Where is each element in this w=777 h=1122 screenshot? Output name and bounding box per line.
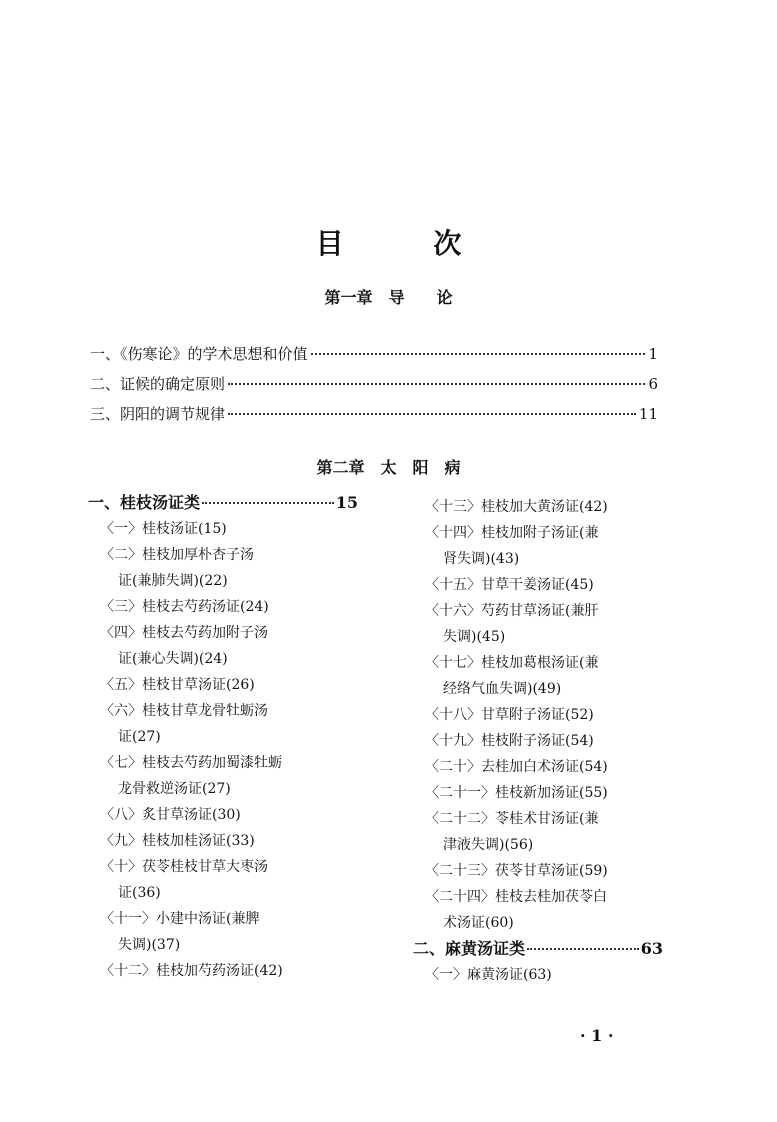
leader-dots xyxy=(311,353,646,355)
toc-entry-label: 术汤证(60) xyxy=(443,915,514,931)
toc-entry-label: 〈五〉桂枝甘草汤证(26) xyxy=(100,677,255,693)
toc-subentry[interactable] xyxy=(413,832,663,858)
toc-subentry[interactable] xyxy=(88,802,358,828)
toc-entry[interactable] xyxy=(90,373,658,394)
toc-entry-page: 1 xyxy=(648,345,658,363)
toc-right-column xyxy=(413,494,663,988)
toc-entry-label: 〈九〉桂枝加桂汤证(33) xyxy=(100,833,255,849)
toc-subentry[interactable] xyxy=(88,698,358,724)
toc-entry-label: 〈十六〉芍药甘草汤证(兼肝 xyxy=(425,603,599,619)
toc-entry-label: 龙骨救逆汤证(27) xyxy=(118,781,231,797)
toc-subentry[interactable] xyxy=(88,620,358,646)
toc-subentry[interactable] xyxy=(413,650,663,676)
toc-subentry[interactable] xyxy=(413,676,663,702)
toc-subentry[interactable] xyxy=(413,728,663,754)
toc-subentry[interactable] xyxy=(88,646,358,672)
toc-subentry[interactable] xyxy=(88,958,358,984)
toc-entry-label: 〈七〉桂枝去芍药加蜀漆牡蛎 xyxy=(100,755,282,771)
chapter-1-heading: 第一章 导 论 xyxy=(324,288,453,307)
toc-subentry[interactable] xyxy=(413,780,663,806)
toc-entry-label: 三、阴阳的调节规律 xyxy=(90,405,226,423)
toc-subentry[interactable] xyxy=(413,962,663,988)
toc-subentry[interactable] xyxy=(88,854,358,880)
toc-subentry[interactable] xyxy=(413,702,663,728)
toc-entry-label: 〈二十一〉桂枝新加汤证(55) xyxy=(425,785,608,801)
toc-entry-page: 63 xyxy=(640,939,663,958)
toc-entry-label: 失调)(45) xyxy=(443,629,506,645)
toc-entry-page: 11 xyxy=(638,405,658,423)
toc-entry-label: 〈三〉桂枝去芍药汤证(24) xyxy=(100,599,269,615)
leader-dots xyxy=(228,383,645,385)
toc-entry-label: 〈二十二〉苓桂术甘汤证(兼 xyxy=(425,811,599,827)
toc-subentry[interactable] xyxy=(413,598,663,624)
chapter-2-heading: 第二章 太 阳 病 xyxy=(316,458,461,477)
toc-subentry[interactable] xyxy=(88,906,358,932)
toc-entry-label: 〈十七〉桂枝加葛根汤证(兼 xyxy=(425,655,599,671)
toc-entry-label: 〈八〉炙甘草汤证(30) xyxy=(100,807,241,823)
toc-entry[interactable] xyxy=(90,403,658,424)
page-title: 目 次 xyxy=(315,227,502,260)
toc-entry-label: 〈十五〉甘草干姜汤证(45) xyxy=(425,577,594,593)
toc-entry-label: 〈十八〉甘草附子汤证(52) xyxy=(425,707,594,723)
leader-dots xyxy=(527,948,639,950)
toc-subentry[interactable] xyxy=(88,516,358,542)
toc-entry-label: 一、《伤寒论》的学术思想和价值 xyxy=(90,345,308,363)
toc-subentry[interactable] xyxy=(413,910,663,936)
toc-subentry[interactable] xyxy=(413,520,663,546)
toc-section[interactable] xyxy=(88,490,358,516)
toc-entry-label: 失调)(37) xyxy=(118,937,181,953)
toc-entry-label: 〈四〉桂枝去芍药加附子汤 xyxy=(100,625,268,641)
toc-subentry[interactable] xyxy=(88,880,358,906)
toc-subentry[interactable] xyxy=(88,828,358,854)
page-number: · 1 · xyxy=(580,1026,614,1045)
toc-subentry[interactable] xyxy=(413,624,663,650)
toc-left-column xyxy=(88,490,358,984)
toc-entry-label: 〈十四〉桂枝加附子汤证(兼 xyxy=(425,525,599,541)
toc-entry-label: 〈十三〉桂枝加大黄汤证(42) xyxy=(425,499,608,515)
toc-entry-label: 〈一〉桂枝汤证(15) xyxy=(100,521,227,537)
toc-entry-label: 证(兼心失调)(24) xyxy=(118,651,228,667)
toc-subentry[interactable] xyxy=(88,932,358,958)
toc-entry-label: 〈十一〉小建中汤证(兼脾 xyxy=(100,911,260,927)
toc-entry-page: 15 xyxy=(335,493,358,512)
toc-entry-label: 〈二十三〉茯苓甘草汤证(59) xyxy=(425,863,608,879)
toc-entry-label: 证(27) xyxy=(118,729,161,745)
toc-subentry[interactable] xyxy=(413,806,663,832)
toc-entry-label: 〈十九〉桂枝附子汤证(54) xyxy=(425,733,594,749)
toc-entry-label: 证(兼肺失调)(22) xyxy=(118,573,228,589)
toc-entry-label: 〈二〉桂枝加厚朴杏子汤 xyxy=(100,547,254,563)
toc-entry-label: 〈一〉麻黄汤证(63) xyxy=(425,967,552,983)
toc-subentry[interactable] xyxy=(413,754,663,780)
toc-entry-label: 肾失调)(43) xyxy=(443,551,520,567)
toc-subentry[interactable] xyxy=(88,776,358,802)
toc-entry-label: 二、证候的确定原则 xyxy=(90,375,226,393)
toc-section[interactable] xyxy=(413,936,663,962)
toc-entry-label: 二、麻黄汤证类 xyxy=(413,939,526,958)
toc-subentry[interactable] xyxy=(88,542,358,568)
toc-entry-label: 〈十〉茯苓桂枝甘草大枣汤 xyxy=(100,859,268,875)
toc-entry-label: 〈十二〉桂枝加芍药汤证(42) xyxy=(100,963,283,979)
toc-entry-label: 一、桂枝汤证类 xyxy=(88,493,201,512)
toc-subentry[interactable] xyxy=(88,750,358,776)
toc-entry-page: 6 xyxy=(648,375,658,393)
toc-subentry[interactable] xyxy=(413,572,663,598)
toc-subentry[interactable] xyxy=(88,672,358,698)
toc-subentry[interactable] xyxy=(88,724,358,750)
toc-subentry[interactable] xyxy=(413,858,663,884)
toc-entry-label: 经络气血失调)(49) xyxy=(443,681,562,697)
toc-subentry[interactable] xyxy=(413,546,663,572)
leader-dots xyxy=(228,413,636,415)
toc-subentry[interactable] xyxy=(88,594,358,620)
toc-entry-label: 〈二十〉去桂加白术汤证(54) xyxy=(425,759,608,775)
toc-entry-label: 证(36) xyxy=(118,885,161,901)
toc-entry-label: 〈二十四〉桂枝去桂加茯苓白 xyxy=(425,889,607,905)
toc-entry-label: 津液失调)(56) xyxy=(443,837,534,853)
leader-dots xyxy=(202,502,334,504)
toc-entry[interactable] xyxy=(90,343,658,364)
toc-entry-label: 〈六〉桂枝甘草龙骨牡蛎汤 xyxy=(100,703,268,719)
toc-subentry[interactable] xyxy=(413,884,663,910)
toc-subentry[interactable] xyxy=(413,494,663,520)
toc-subentry[interactable] xyxy=(88,568,358,594)
